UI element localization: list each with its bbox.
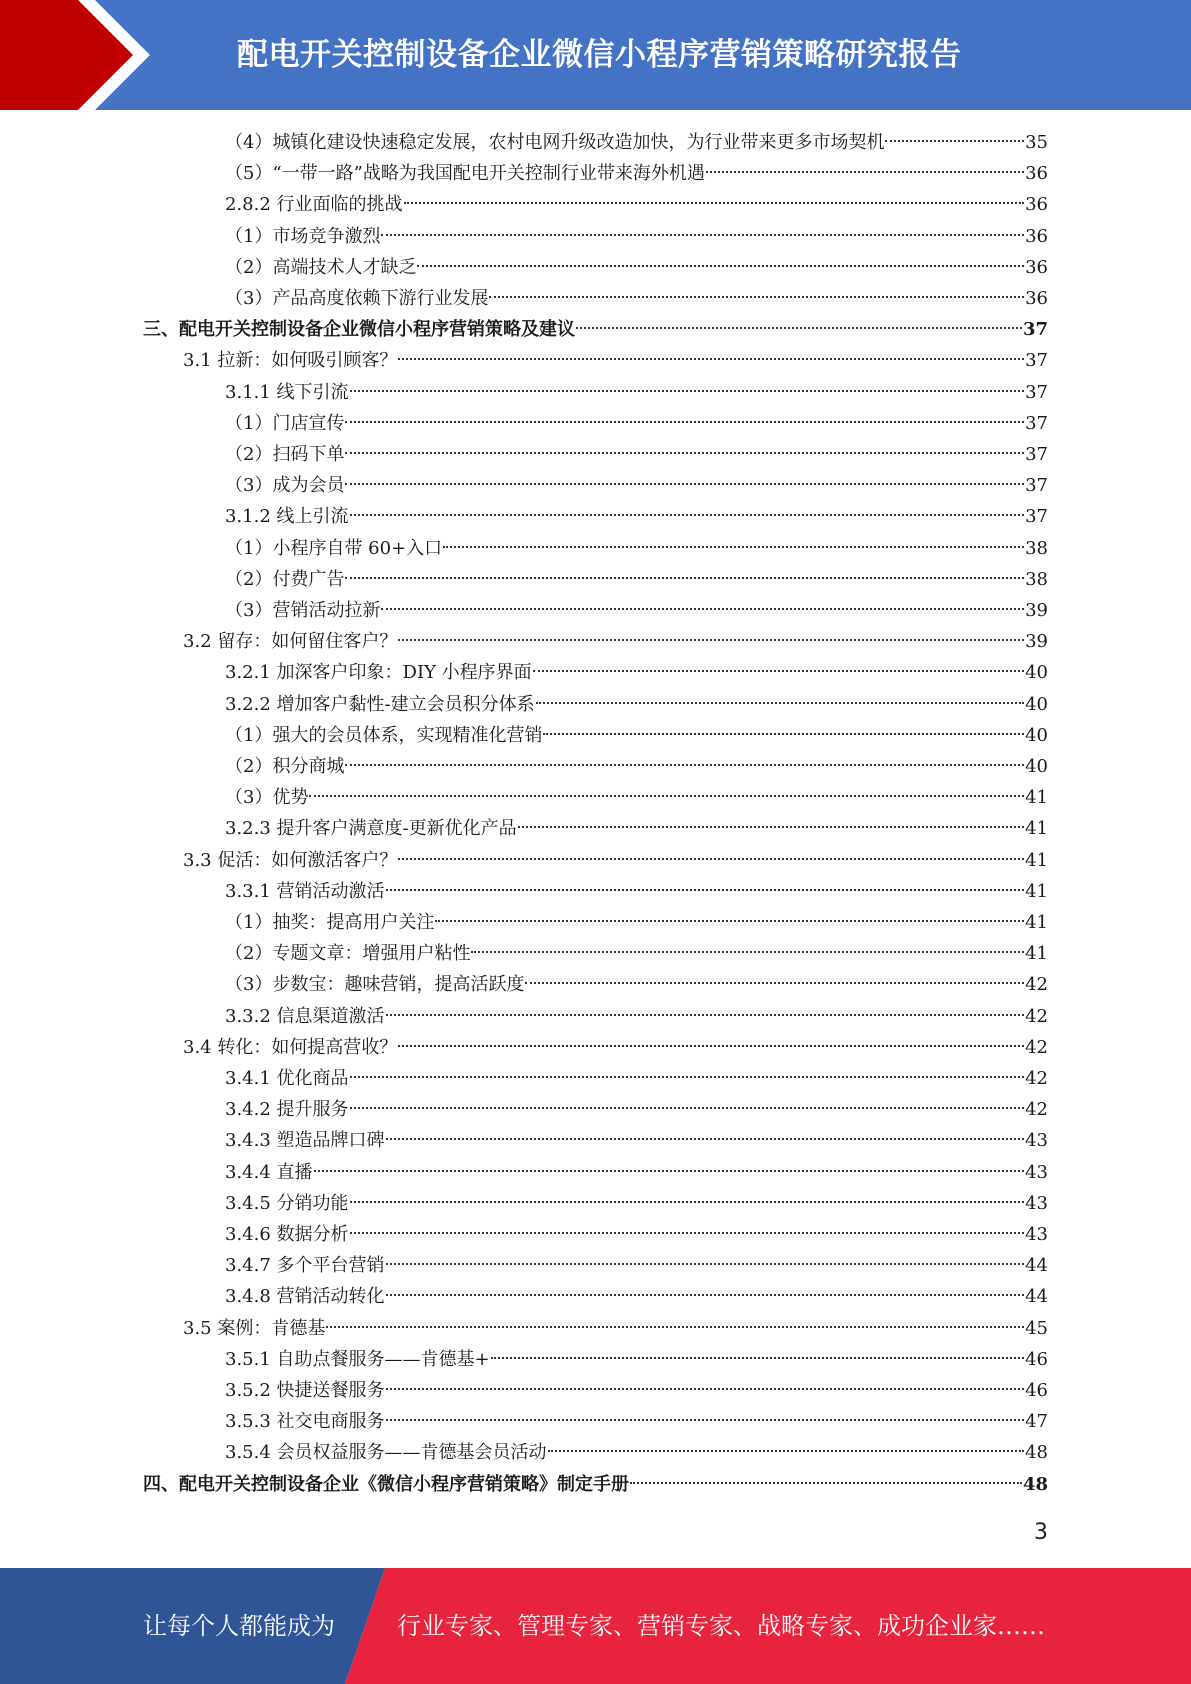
toc-dot-leader [706, 171, 1024, 173]
toc-entry-label: 3.4 转化：如何提高营收？ [183, 1036, 398, 1058]
toc-entry-label: （3）优势 [225, 787, 309, 809]
toc-dot-leader [350, 1232, 1025, 1234]
footer-expert-list: 行业专家、管理专家、营销专家、战略专家、成功企业家…… [397, 1612, 1045, 1640]
toc-entry-page: 43 [1025, 1224, 1048, 1245]
toc-entry-label: （3）营销活动拉新 [225, 600, 381, 621]
toc-entry-label: 3.3 促活：如何激活客户？ [183, 849, 398, 871]
toc-entry[interactable] [225, 782, 1048, 813]
toc-entry-label: （2）付费广告 [225, 568, 345, 590]
toc-entry-label: 3.4.6 数据分析 [225, 1224, 349, 1245]
toc-dot-leader [398, 639, 1024, 641]
toc-entry[interactable] [225, 439, 1048, 470]
toc-entry[interactable] [225, 657, 1048, 688]
toc-entry[interactable] [183, 1032, 1048, 1063]
toc-dot-leader [345, 577, 1024, 579]
toc-dot-leader [350, 1076, 1025, 1078]
toc-entry[interactable] [225, 1188, 1048, 1219]
toc-entry[interactable] [225, 969, 1048, 1000]
toc-entry-label: 3.1 拉新：如何吸引顾客？ [183, 350, 398, 372]
toc-entry[interactable] [225, 876, 1048, 907]
toc-entry-label: （1）小程序自带 60+入口 [225, 537, 443, 559]
toc-entry-label: 四、配电开关控制设备企业《微信小程序营销策略》制定手册 [143, 1473, 629, 1495]
toc-entry[interactable] [225, 907, 1048, 938]
toc-entry-label: 3.5 案例：肯德基 [183, 1317, 326, 1339]
toc-entry[interactable] [225, 751, 1048, 782]
toc-dot-leader [518, 826, 1024, 828]
toc-entry[interactable] [225, 689, 1048, 720]
toc-entry-page: 37 [1025, 350, 1048, 372]
toc-entry[interactable] [225, 158, 1048, 189]
toc-dot-leader [386, 1014, 1025, 1016]
toc-dot-leader [309, 795, 1024, 797]
toc-entry-page: 37 [1025, 475, 1048, 497]
toc-entry-page: 38 [1025, 568, 1048, 590]
toc-entry[interactable] [225, 470, 1048, 501]
toc-entry-page: 43 [1025, 1130, 1048, 1152]
toc-entry[interactable] [225, 1063, 1048, 1094]
toc-entry-page: 38 [1025, 537, 1048, 559]
toc-entry-page: 39 [1025, 600, 1048, 621]
toc-entry[interactable] [225, 1344, 1048, 1375]
toc-entry-label: 3.2.1 加深客户印象：DIY 小程序界面 [225, 662, 532, 684]
toc-entry-page: 44 [1025, 1255, 1048, 1277]
toc-dot-leader [386, 1138, 1025, 1140]
toc-entry[interactable] [225, 127, 1048, 158]
toc-entry-label: （3）成为会员 [225, 475, 345, 497]
toc-dot-leader [489, 296, 1024, 298]
toc-dot-leader [885, 140, 1024, 142]
toc-entry[interactable] [183, 1313, 1048, 1344]
toc-entry-label: （1）抽奖：提高用户关注 [225, 912, 435, 933]
toc-dot-leader [350, 514, 1025, 516]
toc-entry[interactable] [183, 345, 1048, 376]
toc-entry-page: 37 [1025, 381, 1048, 403]
toc-entry-label: （2）积分商城 [225, 756, 345, 777]
toc-entry-page: 37 [1025, 412, 1048, 434]
toc-entry-label: 三、配电开关控制设备企业微信小程序营销策略及建议 [143, 319, 575, 341]
toc-entry[interactable] [225, 377, 1048, 408]
toc-entry-page: 42 [1025, 974, 1048, 996]
toc-entry[interactable] [225, 564, 1048, 595]
toc-dot-leader [630, 1482, 1022, 1484]
toc-entry-label: （4）城镇化建设快速稳定发展，农村电网升级改造加快，为行业带来更多市场契机 [225, 132, 885, 153]
toc-dot-leader [443, 546, 1024, 548]
toc-entry-label: （2）专题文章：增强用户粘性 [225, 943, 471, 965]
toc-entry-label: 3.5.2 快捷送餐服务 [225, 1380, 385, 1401]
toc-entry-label: （1）强大的会员体系，实现精准化营销 [225, 724, 543, 746]
toc-dot-leader [398, 858, 1024, 860]
toc-entry[interactable] [225, 1157, 1048, 1188]
toc-entry[interactable] [225, 813, 1048, 844]
toc-entry-page: 44 [1025, 1286, 1048, 1308]
toc-entry[interactable] [225, 1125, 1048, 1156]
toc-dot-leader [417, 265, 1024, 267]
toc-dot-leader [533, 670, 1024, 672]
toc-entry[interactable] [225, 1406, 1048, 1437]
toc-entry-page: 37 [1022, 319, 1048, 341]
toc-entry[interactable] [183, 845, 1048, 876]
toc-dot-leader [576, 327, 1022, 329]
toc-entry[interactable] [225, 252, 1048, 283]
toc-entry[interactable] [225, 1281, 1048, 1312]
toc-entry-page: 40 [1025, 756, 1048, 777]
toc-dot-leader [345, 483, 1024, 485]
toc-dot-leader [345, 452, 1024, 454]
toc-dot-leader [386, 889, 1025, 891]
toc-entry-page: 43 [1025, 1161, 1048, 1183]
report-title: 配电开关控制设备企业微信小程序营销策略研究报告 [237, 37, 962, 73]
toc-entry-page: 35 [1025, 132, 1048, 153]
toc-entry-page: 40 [1025, 662, 1048, 684]
toc-entry-page: 36 [1025, 225, 1048, 247]
toc-entry-page: 41 [1025, 818, 1048, 840]
toc-entry-label: 3.4.1 优化商品 [225, 1068, 349, 1089]
toc-entry-label: （1）门店宣传 [225, 412, 345, 434]
toc-dot-leader [386, 1419, 1025, 1421]
toc-entry-page: 40 [1025, 724, 1048, 746]
toc-dot-leader [525, 982, 1024, 984]
toc-entry[interactable] [225, 1001, 1048, 1032]
toc-entry-label: 3.5.1 自助点餐服务——肯德基+ [225, 1348, 490, 1370]
toc-entry-label: （5）“一带一路”战略为我国配电开关控制行业带来海外机遇 [225, 163, 705, 185]
toc-dot-leader [543, 733, 1024, 735]
toc-dot-leader [350, 1201, 1025, 1203]
toc-entry-label: （2）扫码下单 [225, 444, 345, 465]
toc-entry[interactable] [225, 1094, 1048, 1125]
toc-dot-leader [386, 1294, 1025, 1296]
toc-entry-label: （1）市场竞争激烈 [225, 225, 381, 247]
toc-entry[interactable] [183, 626, 1048, 657]
toc-entry-label: 3.3.2 信息渠道激活 [225, 1005, 385, 1027]
toc-entry-page: 46 [1025, 1348, 1048, 1370]
toc-entry[interactable] [143, 1469, 1048, 1500]
toc-entry-page: 36 [1025, 288, 1048, 309]
toc-entry-page: 36 [1025, 163, 1048, 185]
toc-dot-leader [350, 1107, 1025, 1109]
toc-entry-label: （3）产品高度依赖下游行业发展 [225, 288, 489, 309]
toc-entry-page: 42 [1025, 1068, 1048, 1089]
toc-entry[interactable] [143, 314, 1048, 345]
toc-entry-page: 39 [1025, 631, 1048, 653]
toc-entry[interactable] [225, 1375, 1048, 1406]
toc-entry-label: 3.4.5 分销功能 [225, 1192, 349, 1214]
toc-entry-label: 3.2.2 增加客户黏性-建立会员积分体系 [225, 693, 535, 715]
toc-entry[interactable] [225, 720, 1048, 751]
toc-entry-page: 36 [1025, 256, 1048, 278]
toc-entry-page: 41 [1025, 912, 1048, 933]
toc-entry[interactable] [225, 283, 1048, 314]
toc-entry-page: 36 [1025, 194, 1048, 216]
toc-entry-page: 42 [1025, 1099, 1048, 1121]
toc-dot-leader [398, 358, 1024, 360]
toc-entry-page: 37 [1025, 444, 1048, 465]
toc-entry-page: 41 [1025, 787, 1048, 809]
toc-entry-page: 43 [1025, 1192, 1048, 1214]
toc-entry[interactable] [225, 1250, 1048, 1281]
toc-entry-label: 3.5.4 会员权益服务——肯德基会员活动 [225, 1442, 547, 1464]
header-chevron-icon [0, 0, 170, 110]
toc-entry-label: （2）高端技术人才缺乏 [225, 256, 417, 278]
toc-entry-label: 3.4.7 多个平台营销 [225, 1255, 385, 1277]
report-header [0, 0, 1191, 110]
toc-dot-leader [548, 1450, 1025, 1452]
toc-dot-leader [536, 702, 1024, 704]
toc-dot-leader [381, 608, 1024, 610]
toc-entry-label: 3.2.3 提升客户满意度-更新优化产品 [225, 818, 517, 840]
toc-entry[interactable] [225, 533, 1048, 564]
toc-entry-page: 37 [1025, 506, 1048, 528]
toc-entry[interactable] [225, 1219, 1048, 1250]
toc-entry-label: 3.4.3 塑造品牌口碑 [225, 1130, 385, 1152]
toc-entry[interactable] [225, 221, 1048, 252]
toc-entry[interactable] [225, 501, 1048, 532]
toc-entry-page: 48 [1022, 1473, 1048, 1495]
toc-entry-label: 3.5.3 社交电商服务 [225, 1411, 385, 1433]
toc-entry-label: 2.8.2 行业面临的挑战 [225, 194, 403, 216]
toc-entry[interactable] [225, 189, 1048, 220]
toc-entry-page: 42 [1025, 1005, 1048, 1027]
toc-dot-leader [381, 234, 1024, 236]
toc-dot-leader [314, 1170, 1025, 1172]
toc-dot-leader [471, 951, 1024, 953]
toc-entry-page: 40 [1025, 693, 1048, 715]
toc-entry-page: 45 [1025, 1317, 1048, 1339]
toc-entry[interactable] [225, 938, 1048, 969]
toc-dot-leader [326, 1326, 1024, 1328]
footer-slogan: 让每个人都能成为 [143, 1612, 335, 1640]
toc-dot-leader [404, 202, 1025, 204]
toc-entry-label: 3.4.2 提升服务 [225, 1099, 349, 1121]
footer-banner [0, 1568, 1191, 1684]
page-number: 3 [1034, 1520, 1048, 1545]
toc-entry[interactable] [225, 1437, 1048, 1468]
toc-entry-page: 46 [1025, 1380, 1048, 1401]
toc-entry-page: 48 [1025, 1442, 1048, 1464]
toc-dot-leader [350, 390, 1025, 392]
toc-dot-leader [345, 764, 1024, 766]
toc-entry[interactable] [225, 408, 1048, 439]
toc-entry-label: 3.3.1 营销活动激活 [225, 880, 385, 902]
toc-entry-label: 3.4.4 直播 [225, 1161, 313, 1183]
toc-dot-leader [491, 1357, 1024, 1359]
toc-entry-page: 47 [1025, 1411, 1048, 1433]
toc-entry-label: 3.1.2 线上引流 [225, 506, 349, 528]
toc-entry-label: 3.1.1 线下引流 [225, 381, 349, 403]
toc-entry-page: 41 [1025, 849, 1048, 871]
toc-dot-leader [386, 1263, 1025, 1265]
toc-entry-label: （3）步数宝：趣味营销，提高活跃度 [225, 974, 525, 996]
toc-dot-leader [398, 1045, 1024, 1047]
toc-entry-label: 3.2 留存：如何留住客户？ [183, 631, 398, 653]
toc-dot-leader [435, 920, 1024, 922]
toc-entry-label: 3.4.8 营销活动转化 [225, 1286, 385, 1308]
toc-entry-page: 41 [1025, 943, 1048, 965]
toc-entry-page: 42 [1025, 1036, 1048, 1058]
toc-entry-page: 41 [1025, 880, 1048, 902]
toc-dot-leader [386, 1388, 1025, 1390]
toc-dot-leader [345, 421, 1024, 423]
toc-entry[interactable] [225, 595, 1048, 626]
